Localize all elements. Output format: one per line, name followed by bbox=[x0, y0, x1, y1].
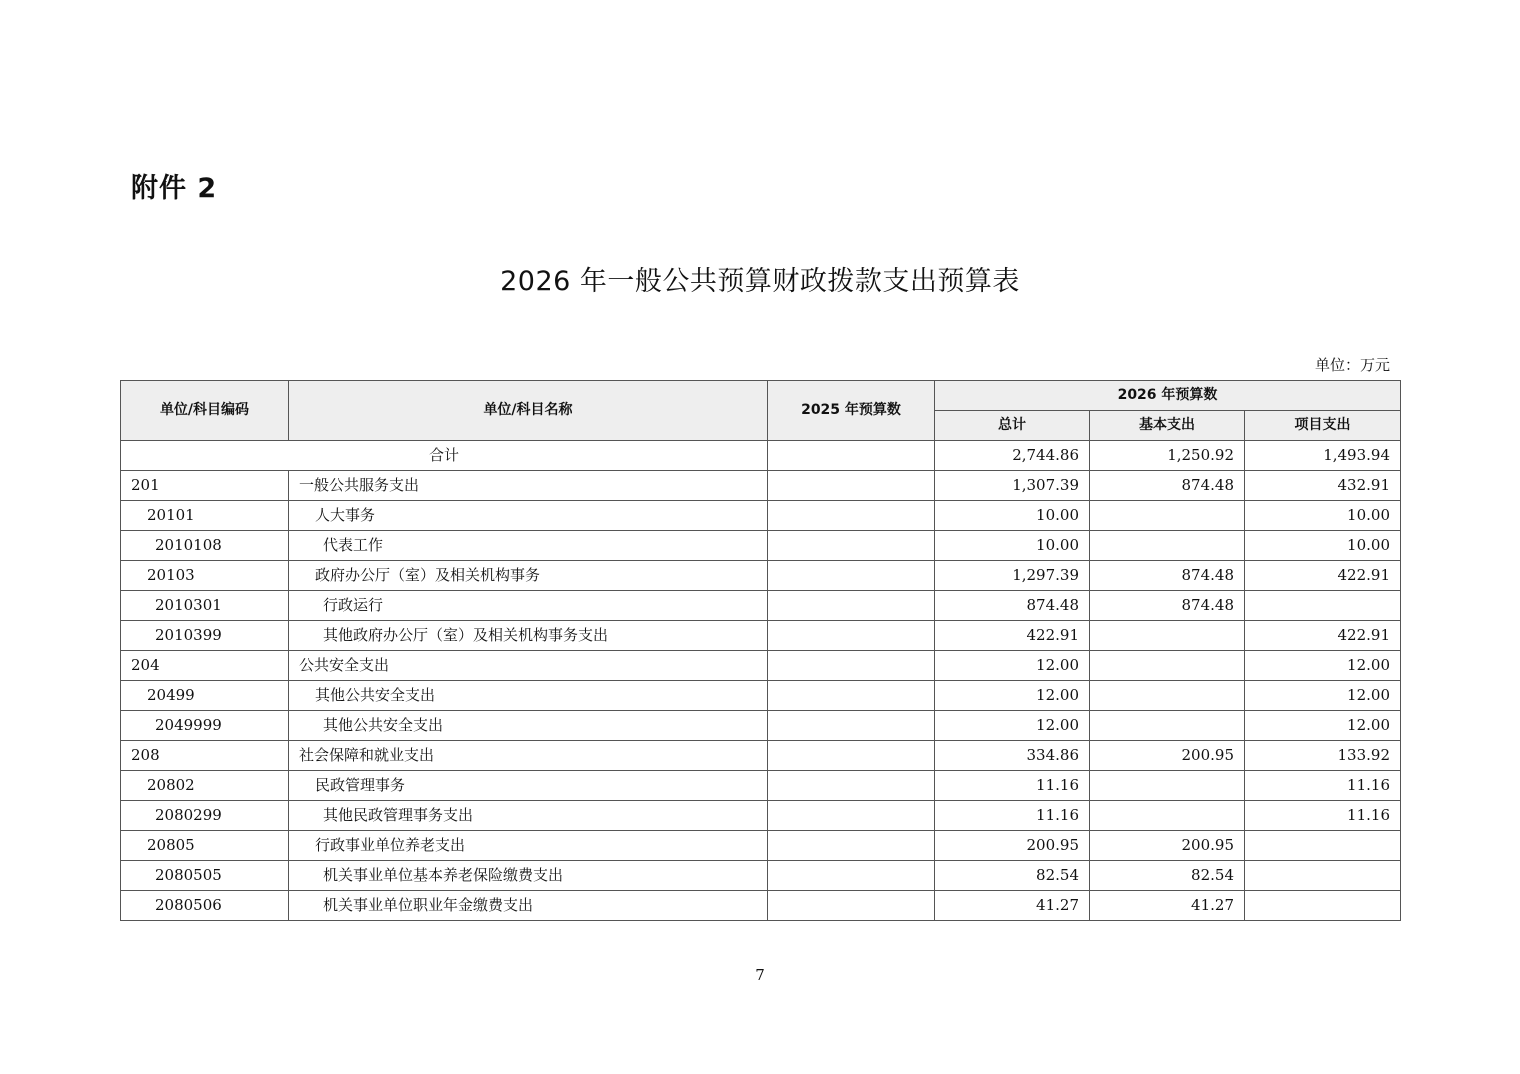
cell-budget-2025 bbox=[768, 891, 935, 921]
cell-basic: 200.95 bbox=[1090, 831, 1245, 861]
cell-budget-2025 bbox=[768, 651, 935, 681]
cell-code: 208 bbox=[121, 741, 289, 771]
header-code: 单位/科目编码 bbox=[121, 381, 289, 441]
cell-total: 82.54 bbox=[935, 861, 1090, 891]
header-basic: 基本支出 bbox=[1090, 411, 1245, 441]
budget-table bbox=[120, 380, 1401, 921]
total-total: 2,744.86 bbox=[935, 441, 1090, 471]
cell-code: 204 bbox=[121, 651, 289, 681]
total-label: 合计 bbox=[121, 441, 768, 471]
cell-project: 10.00 bbox=[1245, 501, 1401, 531]
cell-name: 其他公共安全支出 bbox=[289, 681, 768, 711]
cell-project: 11.16 bbox=[1245, 771, 1401, 801]
table-row bbox=[121, 711, 1401, 741]
header-budget-2026: 2026 年预算数 bbox=[935, 381, 1401, 411]
cell-basic bbox=[1090, 531, 1245, 561]
table-row bbox=[121, 471, 1401, 501]
table-row bbox=[121, 651, 1401, 681]
cell-project: 422.91 bbox=[1245, 621, 1401, 651]
cell-total: 12.00 bbox=[935, 711, 1090, 741]
cell-project bbox=[1245, 591, 1401, 621]
cell-total: 10.00 bbox=[935, 501, 1090, 531]
attachment-label: 附件 2 bbox=[131, 173, 218, 204]
cell-total: 1,297.39 bbox=[935, 561, 1090, 591]
cell-project: 12.00 bbox=[1245, 681, 1401, 711]
cell-project: 12.00 bbox=[1245, 651, 1401, 681]
table-body bbox=[121, 441, 1401, 921]
cell-code: 20101 bbox=[121, 501, 289, 531]
cell-total: 334.86 bbox=[935, 741, 1090, 771]
header-total: 总计 bbox=[935, 411, 1090, 441]
total-project: 1,493.94 bbox=[1245, 441, 1401, 471]
total-row bbox=[121, 441, 1401, 471]
table-row bbox=[121, 891, 1401, 921]
cell-name: 机关事业单位职业年金缴费支出 bbox=[289, 891, 768, 921]
cell-project: 422.91 bbox=[1245, 561, 1401, 591]
cell-code: 2080299 bbox=[121, 801, 289, 831]
cell-basic bbox=[1090, 681, 1245, 711]
cell-name: 社会保障和就业支出 bbox=[289, 741, 768, 771]
cell-code: 2080505 bbox=[121, 861, 289, 891]
table-header bbox=[121, 381, 1401, 441]
header-name: 单位/科目名称 bbox=[289, 381, 768, 441]
total-budget-2025 bbox=[768, 441, 935, 471]
cell-budget-2025 bbox=[768, 681, 935, 711]
cell-code: 2010301 bbox=[121, 591, 289, 621]
table-row bbox=[121, 831, 1401, 861]
cell-code: 20103 bbox=[121, 561, 289, 591]
cell-total: 11.16 bbox=[935, 801, 1090, 831]
cell-basic bbox=[1090, 501, 1245, 531]
cell-code: 20802 bbox=[121, 771, 289, 801]
cell-name: 公共安全支出 bbox=[289, 651, 768, 681]
cell-project: 432.91 bbox=[1245, 471, 1401, 501]
cell-name: 行政事业单位养老支出 bbox=[289, 831, 768, 861]
cell-name: 其他政府办公厅（室）及相关机构事务支出 bbox=[289, 621, 768, 651]
cell-budget-2025 bbox=[768, 531, 935, 561]
cell-project: 11.16 bbox=[1245, 801, 1401, 831]
cell-budget-2025 bbox=[768, 741, 935, 771]
table-row bbox=[121, 801, 1401, 831]
cell-basic bbox=[1090, 801, 1245, 831]
table-row bbox=[121, 561, 1401, 591]
cell-project bbox=[1245, 861, 1401, 891]
cell-budget-2025 bbox=[768, 861, 935, 891]
cell-budget-2025 bbox=[768, 471, 935, 501]
cell-project: 10.00 bbox=[1245, 531, 1401, 561]
cell-project bbox=[1245, 831, 1401, 861]
cell-basic: 82.54 bbox=[1090, 861, 1245, 891]
cell-name: 一般公共服务支出 bbox=[289, 471, 768, 501]
cell-budget-2025 bbox=[768, 771, 935, 801]
cell-budget-2025 bbox=[768, 711, 935, 741]
cell-budget-2025 bbox=[768, 591, 935, 621]
cell-name: 其他民政管理事务支出 bbox=[289, 801, 768, 831]
page-number: 7 bbox=[755, 966, 765, 984]
cell-code: 2010108 bbox=[121, 531, 289, 561]
cell-budget-2025 bbox=[768, 801, 935, 831]
cell-name: 人大事务 bbox=[289, 501, 768, 531]
cell-code: 2049999 bbox=[121, 711, 289, 741]
table-row bbox=[121, 681, 1401, 711]
table-row bbox=[121, 861, 1401, 891]
cell-code: 20805 bbox=[121, 831, 289, 861]
cell-project: 12.00 bbox=[1245, 711, 1401, 741]
table-row bbox=[121, 501, 1401, 531]
cell-budget-2025 bbox=[768, 831, 935, 861]
cell-code: 2080506 bbox=[121, 891, 289, 921]
cell-total: 10.00 bbox=[935, 531, 1090, 561]
cell-basic bbox=[1090, 711, 1245, 741]
cell-total: 12.00 bbox=[935, 681, 1090, 711]
cell-name: 代表工作 bbox=[289, 531, 768, 561]
cell-code: 20499 bbox=[121, 681, 289, 711]
cell-total: 200.95 bbox=[935, 831, 1090, 861]
table-row bbox=[121, 591, 1401, 621]
cell-budget-2025 bbox=[768, 501, 935, 531]
cell-code: 201 bbox=[121, 471, 289, 501]
cell-name: 其他公共安全支出 bbox=[289, 711, 768, 741]
cell-basic bbox=[1090, 771, 1245, 801]
header-budget-2025: 2025 年预算数 bbox=[768, 381, 935, 441]
cell-code: 2010399 bbox=[121, 621, 289, 651]
table-row bbox=[121, 621, 1401, 651]
cell-basic: 200.95 bbox=[1090, 741, 1245, 771]
cell-basic bbox=[1090, 651, 1245, 681]
cell-basic bbox=[1090, 621, 1245, 651]
cell-project bbox=[1245, 891, 1401, 921]
page-title: 2026 年一般公共预算财政拨款支出预算表 bbox=[500, 266, 1020, 297]
header-project: 项目支出 bbox=[1245, 411, 1401, 441]
cell-basic: 41.27 bbox=[1090, 891, 1245, 921]
cell-total: 874.48 bbox=[935, 591, 1090, 621]
cell-total: 12.00 bbox=[935, 651, 1090, 681]
cell-budget-2025 bbox=[768, 561, 935, 591]
total-basic: 1,250.92 bbox=[1090, 441, 1245, 471]
cell-total: 41.27 bbox=[935, 891, 1090, 921]
cell-basic: 874.48 bbox=[1090, 591, 1245, 621]
table-row bbox=[121, 771, 1401, 801]
cell-name: 民政管理事务 bbox=[289, 771, 768, 801]
table-row bbox=[121, 531, 1401, 561]
cell-total: 1,307.39 bbox=[935, 471, 1090, 501]
cell-name: 机关事业单位基本养老保险缴费支出 bbox=[289, 861, 768, 891]
table-row bbox=[121, 741, 1401, 771]
cell-budget-2025 bbox=[768, 621, 935, 651]
cell-total: 11.16 bbox=[935, 771, 1090, 801]
cell-name: 行政运行 bbox=[289, 591, 768, 621]
cell-project: 133.92 bbox=[1245, 741, 1401, 771]
cell-total: 422.91 bbox=[935, 621, 1090, 651]
cell-basic: 874.48 bbox=[1090, 561, 1245, 591]
unit-note: 单位：万元 bbox=[1314, 356, 1390, 374]
cell-name: 政府办公厅（室）及相关机构事务 bbox=[289, 561, 768, 591]
cell-basic: 874.48 bbox=[1090, 471, 1245, 501]
